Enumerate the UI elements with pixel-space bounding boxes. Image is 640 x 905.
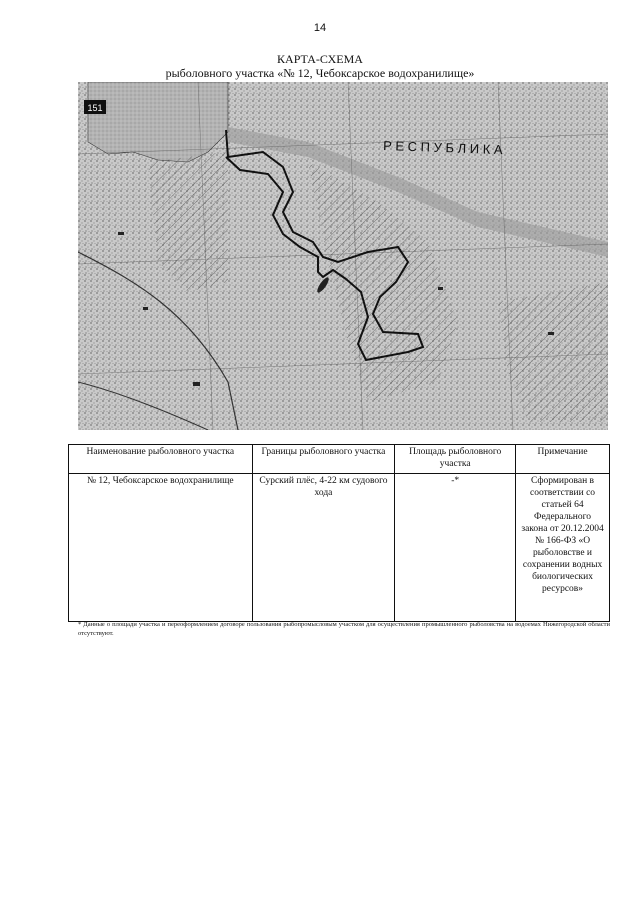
cell-name: № 12, Чебоксарское водохранилище [69,474,253,622]
footnote: * Данные о площади участка и переоформлением договоре пользования рыбопромысловым участком для осуществления промышленного рыболовства на водоемах Нижегородской области отсутствуют. [78,621,610,637]
table-row [69,474,610,622]
page-number: 14 [313,22,327,34]
header-note: Примечание [516,445,610,474]
cell-boundaries: Сурский плёс, 4-22 км судового хода [252,474,395,622]
header-area: Площадь рыболовного участка [395,445,516,474]
reservoir-water [88,82,228,162]
map-title [0,52,640,80]
topographic-map [78,82,608,430]
map-title-line-1: КАРТА-СХЕМА [277,52,363,66]
cell-area: -* [395,474,516,622]
cell-note: Сформирован в соответствии со статьей 64 Федерального закона от 20.12.2004 № 166-ФЗ «О рыболовстве и сохранении водных биологических ресурсов» [516,474,610,622]
map-region-label: Р Е С П У Б Л И К А [382,138,503,158]
fishing-area-table [68,444,610,622]
header-boundaries: Границы рыболовного участка [252,445,395,474]
map-title-line-2: рыболовного участка «№ 12, Чебоксарское водохранилище» [165,66,475,80]
table-header-row [69,445,610,474]
map-badge-label: 151 [87,103,103,113]
header-name: Наименование рыболовного участка [69,445,253,474]
